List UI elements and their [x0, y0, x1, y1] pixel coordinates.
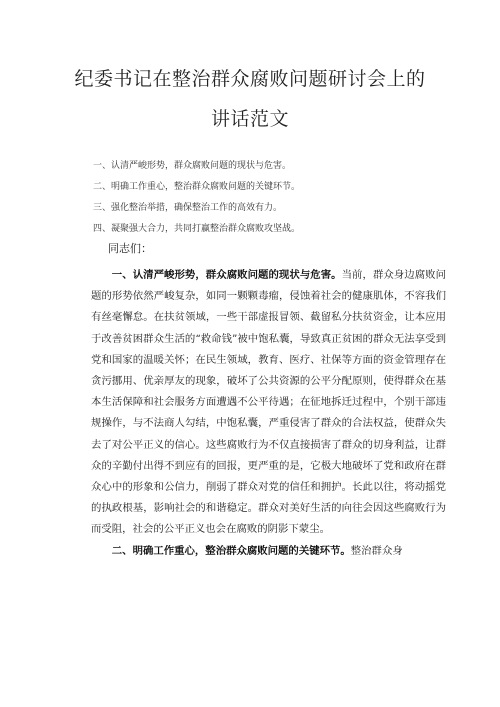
outline-item: 一、认清严峻形势，群众腐败问题的现状与危害。: [93, 161, 292, 171]
section-heading-2: 二、明确工作重心，整治群众腐败问题的关键环节。: [111, 544, 351, 557]
outline-item: 四、凝聚强大合力，共同打赢整治群众腐败攻坚战。: [93, 224, 301, 234]
document-title-line-1: 纪委书记在整治群众腐败问题研讨会上的: [74, 68, 426, 90]
body-text: [91, 265, 446, 562]
greeting: 同志们：: [108, 242, 152, 255]
outline-item: 三、强化整治举措，确保整治工作的高效有力。: [93, 203, 283, 213]
outline-item: 二、明确工作重心，整治群众腐败问题的关键环节。: [93, 182, 301, 192]
section-text-2: 整治群众身: [350, 544, 403, 557]
section-text-1: 当前，群众身边腐败问题的形势依然严峻复杂，如同一颗颗毒瘤，侵蚀着社会的健康肌体，不容我们有丝毫懈怠。在扶贫领域，一些干部虚报冒领、截留私分扶贫资金，让本应用于改善贫困群众生活的“救命钱”被中饱私囊，导致真正贫困的群众无法享受到党和国家的温暖关怀；在民生领域，教育、医疗、社保等方面的资金管理存在贪污挪用、优亲厚友的现象，破坏了公共资源的公平分配原则，使得群众在基本生活保障和社会服务方面遭遇不公平待遇；在征地拆迁过程中，个别干部违规操作，与不法商人勾结，中饱私囊，严重侵害了群众的合法权益，使群众失去了对公平正义的信心。这些腐败行为不仅直接损害了群众的切身利益，让群众的辛勤付出得不到应有的回报，更严重的是，它极大地破坏了党和政府在群众心中的形象和公信力，削弱了群众对党的信任和拥护。长此以往，将动摇党的执政根基，影响社会的和谐稳定。群众对美好生活的向往会因这些腐败行为而受阻，社会的公平正义也会在腐败的阴影下蒙尘。: [91, 269, 447, 536]
section-paragraph-2: [91, 541, 446, 562]
document-title-line-2: 讲话范文: [210, 108, 289, 130]
section-paragraph-1: [91, 265, 446, 541]
section-heading-1: 一、认清严峻形势，群众腐败问题的现状与危害。: [111, 269, 342, 281]
outline-list: [93, 156, 453, 240]
